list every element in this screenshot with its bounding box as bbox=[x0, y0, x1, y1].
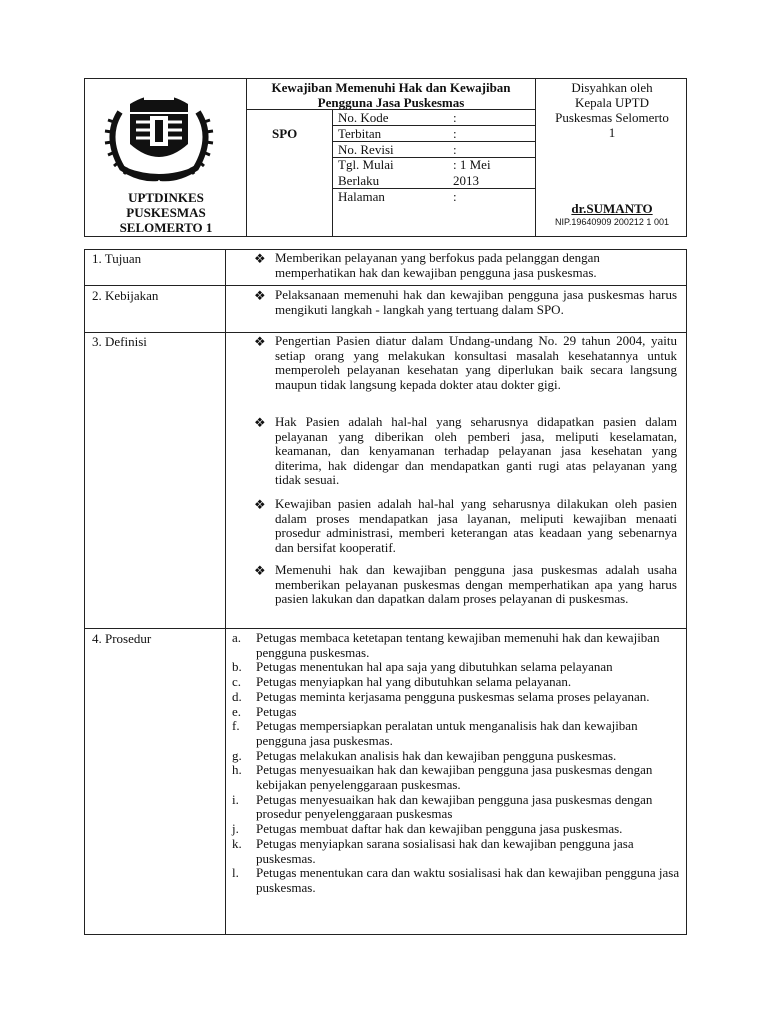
list-item bbox=[232, 690, 682, 705]
text-line: Memberikan pelayanan yang berfokus pada pelanggan dengan bbox=[275, 250, 600, 265]
definisi-paragraph: Hak Pasien adalah hal-hal yang seharusnya didapatkan pasien dalam pelayanan yang diberikan oleh pemberi jasa, meliputi keselamatan, keamanan, dan kenyamanan terhadap pelayanan jasa kesehatan yang diterima, hak didengar dan mendapatkan ganti rugi atas pelayanan yang tidak sesuai. bbox=[275, 414, 677, 487]
field-label: Berlaku bbox=[338, 173, 380, 188]
definisi-paragraph: Kewajiban pasien adalah hal-hal yang seharusnya dilakukan oleh pasien dalam proses mendapatkan jasa layanan, meliputi kewajiban menaati prosedur administrasi, memberi keterangan atas keadaan yang sebenarnya dan bersifat kooperatif. bbox=[275, 496, 677, 555]
spo-label: SPO bbox=[272, 126, 298, 141]
list-item bbox=[232, 822, 682, 837]
item-text: Petugas membaca ketetapan tentang kewajiban memenuhi hak dan kewajiban pengguna puskesmas. bbox=[256, 630, 660, 660]
item-text: Petugas mempersiapkan peralatan untuk menganalisis hak dan kewajiban pengguna jasa puskesmas. bbox=[256, 718, 638, 748]
definisi-paragraph: Memenuhi hak dan kewajiban pengguna jasa puskesmas adalah usaha memberikan pelayanan puskesmas dengan memperhatikan apa yang harus pasien lakukan dan dapatkan dalam proses pelayanan di puskesmas. bbox=[275, 562, 677, 606]
item-letter: h. bbox=[232, 762, 242, 778]
approval-line: 1 bbox=[608, 125, 616, 140]
field-label: No. Kode bbox=[338, 110, 389, 125]
field-label: Tgl. Mulai bbox=[338, 157, 394, 172]
kebijakan-text: Pelaksanaan memenuhi hak dan kewajiban pengguna jasa puskesmas harus mengikuti langkah - langkah yang tertuang dalam SPO. bbox=[275, 287, 677, 317]
title-line: Kewajiban Memenuhi Hak dan Kewajiban bbox=[271, 80, 511, 95]
list-item bbox=[232, 631, 682, 660]
org-line: SELOMERTO 1 bbox=[119, 220, 213, 235]
field-label: No. Revisi bbox=[338, 142, 394, 157]
title-line: Pengguna Jasa Puskesmas bbox=[317, 95, 465, 110]
signatory-nip: NIP.19640909 200212 1 001 bbox=[555, 217, 669, 227]
item-letter: d. bbox=[232, 688, 242, 704]
document-title bbox=[248, 80, 534, 110]
item-letter: f. bbox=[232, 718, 240, 734]
approval-line: Disyahkan oleh bbox=[571, 80, 653, 95]
item-text: Petugas menyiapkan hal yang dibutuhkan selama pelayanan. bbox=[256, 674, 572, 690]
field-label: Terbitan bbox=[338, 126, 382, 141]
item-text: Petugas bbox=[256, 703, 297, 719]
field-sep: : bbox=[453, 189, 457, 204]
org-line: PUSKESMAS bbox=[126, 205, 206, 220]
list-item bbox=[232, 763, 682, 792]
item-text: Petugas menyesuaikan hak dan kewajiban pengguna jasa puskesmas dengan prosedur penyelenggaraan puskesmas bbox=[256, 791, 653, 822]
field-sep: : bbox=[453, 142, 457, 157]
approval-block bbox=[538, 80, 686, 140]
item-letter: a. bbox=[232, 630, 242, 645]
definisi-paragraph: Pengertian Pasien diatur dalam Undang-undang No. 29 tahun 2004, yaitu setiap orang yang melakukan konsultasi masalah kesehatannya untuk memperoleh pelayanan kesehatan yang diperlukan baik secara langsung maupun tidak langsung kepada dokter atau dokter gigi. bbox=[275, 333, 677, 392]
tujuan-text bbox=[275, 251, 677, 280]
prosedur-list bbox=[232, 631, 682, 896]
puskesmas-emblem-logo bbox=[100, 82, 218, 184]
field-sep: : bbox=[453, 126, 457, 141]
diamond-bullet-icon: ❖ bbox=[254, 251, 266, 266]
item-text: Petugas membuat daftar hak dan kewajiban pengguna jasa puskesmas. bbox=[256, 821, 623, 837]
item-letter: i. bbox=[232, 791, 239, 807]
list-item bbox=[232, 705, 682, 720]
item-letter: j. bbox=[232, 821, 239, 837]
field-sep: 2013 bbox=[453, 173, 479, 188]
item-text: Petugas meminta kerjasama pengguna puskesmas selama proses pelayanan. bbox=[256, 688, 650, 704]
list-item bbox=[232, 793, 682, 822]
approval-line: Puskesmas Selomerto bbox=[555, 110, 669, 125]
field-sep: : bbox=[453, 110, 457, 125]
item-letter: l. bbox=[232, 865, 239, 881]
item-text: Petugas melakukan analisis hak dan kewajiban pengguna puskesmas. bbox=[256, 747, 617, 763]
section-label-definisi: 3. Definisi bbox=[92, 334, 147, 349]
text-line: memperhatikan hak dan kewajiban pengguna jasa puskesmas. bbox=[275, 264, 597, 280]
org-line: UPTDINKES bbox=[128, 190, 204, 205]
item-text: Petugas menentukan hal apa saja yang dibutuhkan selama pelayanan bbox=[256, 659, 613, 675]
item-letter: k. bbox=[232, 835, 242, 851]
diamond-bullet-icon: ❖ bbox=[254, 497, 266, 512]
list-item bbox=[232, 837, 682, 866]
diamond-bullet-icon: ❖ bbox=[254, 415, 266, 430]
diamond-bullet-icon: ❖ bbox=[254, 563, 266, 578]
item-letter: b. bbox=[232, 659, 242, 675]
signatory-name: dr.SUMANTO bbox=[571, 201, 653, 216]
organization-name bbox=[86, 190, 246, 235]
diamond-bullet-icon: ❖ bbox=[254, 334, 266, 349]
list-item bbox=[232, 749, 682, 764]
item-letter: c. bbox=[232, 674, 242, 690]
approval-line: Kepala UPTD bbox=[574, 95, 649, 110]
diamond-bullet-icon: ❖ bbox=[254, 288, 266, 303]
list-item bbox=[232, 719, 682, 748]
item-text: Petugas menyesuaikan hak dan kewajiban pengguna jasa puskesmas dengan kebijakan penyelenggaraan puskesmas. bbox=[256, 762, 653, 793]
item-text: Petugas menentukan cara dan waktu sosialisasi hak dan kewajiban pengguna jasa puskesmas. bbox=[256, 865, 680, 895]
section-label-prosedur: 4. Prosedur bbox=[92, 631, 152, 646]
item-letter: g. bbox=[232, 747, 242, 763]
section-label-tujuan: 1. Tujuan bbox=[92, 251, 142, 266]
list-item bbox=[232, 866, 682, 895]
field-sep: : 1 Mei bbox=[453, 157, 491, 172]
item-text: Petugas menyiapkan sarana sosialisasi hak dan kewajiban pengguna jasa puskesmas. bbox=[256, 835, 634, 866]
list-item bbox=[232, 660, 682, 675]
section-label-kebijakan: 2. Kebijakan bbox=[92, 288, 159, 303]
list-item bbox=[232, 675, 682, 690]
item-letter: e. bbox=[232, 703, 242, 719]
field-label: Halaman bbox=[338, 189, 385, 204]
